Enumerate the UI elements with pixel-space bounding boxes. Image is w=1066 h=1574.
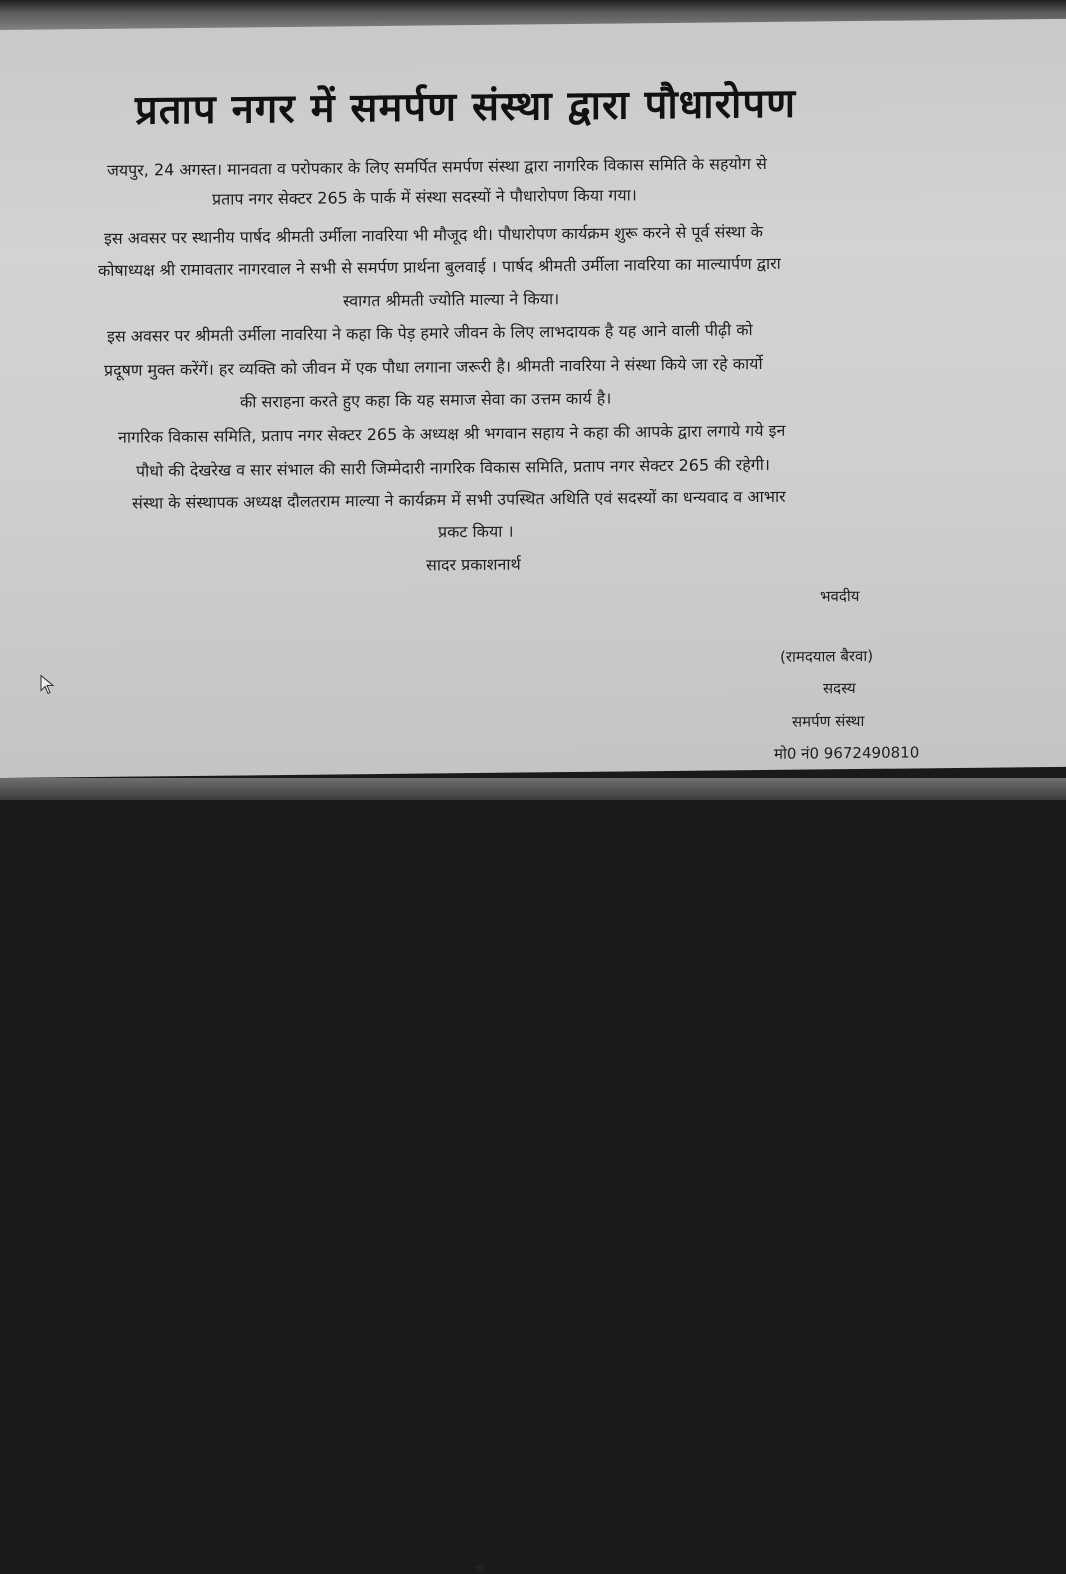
body-line: प्रकट किया । [438,521,514,542]
body-line: इस अवसर पर श्रीमती उर्मीला नावरिया ने कहा कि पेड़ हमारे जीवन के लिए लाभदायक है यह आने वाली पीढ़ी को [107,320,753,346]
signature-phone: मो0 नं0 9672490810 [774,743,920,763]
mouse-pointer-icon [40,674,56,694]
body-line: पौधो की देखरेख व सार संभाल की सारी जिम्मेदारी नागरिक विकास समिति, प्रताप नगर सेक्टर 265 की रहेगी। [136,454,770,481]
body-line: प्रदूषण मुक्त करेंगें। हर व्यक्ति को जीवन में एक पौधा लगाना जरूरी है। श्रीमती नावरिया ने संस्था किये जा रहे कार्यो [104,354,763,380]
body-line: जयपुर, 24 अगस्त। मानवता व परोपकार के लिए समर्पित समर्पण संस्था द्वारा नागरिक विकास समिति के सहयोग से [107,153,767,180]
body-line: की सराहना करते हुए कहा कि यह समाज सेवा का उत्तम कार्य है। [240,388,612,412]
signature-role: सदस्य [823,679,856,698]
page-title: प्रताप नगर में समर्पण संस्था द्वारा पौधारोपण [135,80,796,134]
document-page [0,19,1066,778]
body-line: नागरिक विकास समिति, प्रताप नगर सेक्टर 265 के अध्यक्ष श्री भगवान सहाय ने कहा की आपके द्वारा लगाये गये इन [118,420,786,447]
body-line: स्वागत श्रीमती ज्योति माल्या ने किया। [343,289,560,311]
scroll-left-arrow-icon[interactable]: ◀ [474,1560,484,1574]
body-line: इस अवसर पर स्थानीय पार्षद श्रीमती उर्मीला नावरिया भी मौजूद थी। पौधारोपण कार्यक्रम शुरू करने से पूर्व संस्था के [104,222,763,248]
signature-closing: भवदीय [820,586,860,606]
body-line: प्रताप नगर सेक्टर 265 के पार्क में संस्था सदस्यों ने पौधारोपण किया गया। [212,185,637,209]
body-line: संस्था के संस्थापक अध्यक्ष दौलतराम माल्या ने कार्यक्रम में सभी उपस्थित अथिति एवं सदस्यों का धन्यवाद व आभार [132,486,786,513]
body-line: सादर प्रकाशनार्थ [426,554,521,575]
signature-org: समर्पण संस्था [792,711,865,731]
horizontal-scrollbar[interactable] [0,778,1066,1574]
body-line: कोषाध्यक्ष श्री रामावतार नागरवाल ने सभी से समर्पण प्रार्थना बुलवाई । पार्षद श्रीमती उर्मीला नावरिया का माल्यार्पण द्वारा [98,253,781,280]
signature-name: (रामदयाल बैरवा) [780,646,874,666]
